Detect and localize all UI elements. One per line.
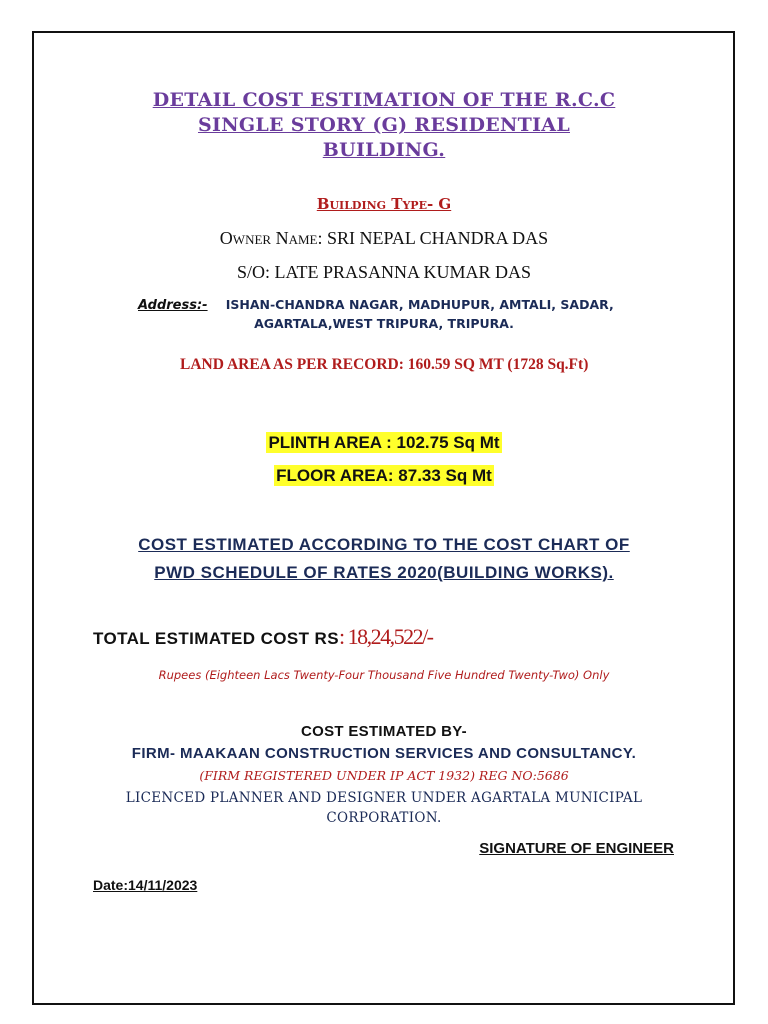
son-of [0, 262, 768, 283]
firm-registration: (FIRM REGISTERED UNDER IP ACT 1932) REG NO:5686 [199, 768, 569, 783]
floor-area: FLOOR AREA: 87.33 Sq Mt [276, 466, 492, 485]
plinth-area-row [0, 433, 768, 453]
plinth-area: PLINTH AREA : 102.75 Sq Mt [268, 433, 500, 452]
address-label: Address:- [138, 298, 208, 313]
licence [0, 788, 768, 828]
firm-name: FIRM- MAAKAAN CONSTRUCTION SERVICES AND CONSULTANCY. [131, 745, 637, 762]
estimator-heading: COST ESTIMATED BY- [301, 723, 467, 740]
cost-basis-line-2: PWD SCHEDULE OF RATES 2020(BUILDING WORKS). [154, 563, 614, 582]
licence-line-2: CORPORATION. [326, 810, 442, 826]
total-cost-label: TOTAL ESTIMATED COST RS [93, 629, 339, 648]
title-line-3: BUILDING. [322, 139, 446, 161]
signature-label: SIGNATURE OF ENGINEER [479, 840, 674, 857]
address-line-1 [138, 297, 614, 313]
total-cost [93, 624, 433, 650]
floor-area-row [0, 466, 768, 486]
amount-in-words: Rupees (Eighteen Lacs Twenty-Four Thousand Five Hundred Twenty-Two) Only [158, 668, 610, 682]
page-border [32, 31, 735, 1005]
son-of-label: S/O: [236, 262, 270, 282]
cost-basis-line-1: COST ESTIMATED ACCORDING TO THE COST CHART OF [138, 535, 630, 554]
address-line-2: AGARTALA,WEST TRIPURA, TRIPURA. [254, 316, 514, 331]
title-line-2: SINGLE STORY (G) RESIDENTIAL [197, 114, 570, 136]
owner-value: SRI NEPAL CHANDRA DAS [326, 228, 549, 248]
son-of-value: LATE PRASANNA KUMAR DAS [274, 262, 532, 282]
licence-line-1: LICENCED PLANNER AND DESIGNER UNDER AGARTALA MUNICIPAL [125, 790, 643, 806]
owner-label: Owner Name: [219, 228, 323, 248]
document-title [0, 88, 768, 163]
land-area: LAND AREA AS PER RECORD: 160.59 SQ MT (1728 Sq.Ft) [180, 356, 589, 373]
total-cost-amount: : 18,24,522/- [338, 624, 433, 649]
owner-name [0, 228, 768, 249]
date: Date:14/11/2023 [93, 877, 198, 893]
title-line-1: DETAIL COST ESTIMATION OF THE R.C.C [152, 89, 616, 111]
cost-basis [0, 531, 768, 587]
building-type: Building Type- G [316, 195, 452, 213]
address-value-1: ISHAN-CHANDRA NAGAR, MADHUPUR, AMTALI, SADAR, [225, 297, 614, 312]
